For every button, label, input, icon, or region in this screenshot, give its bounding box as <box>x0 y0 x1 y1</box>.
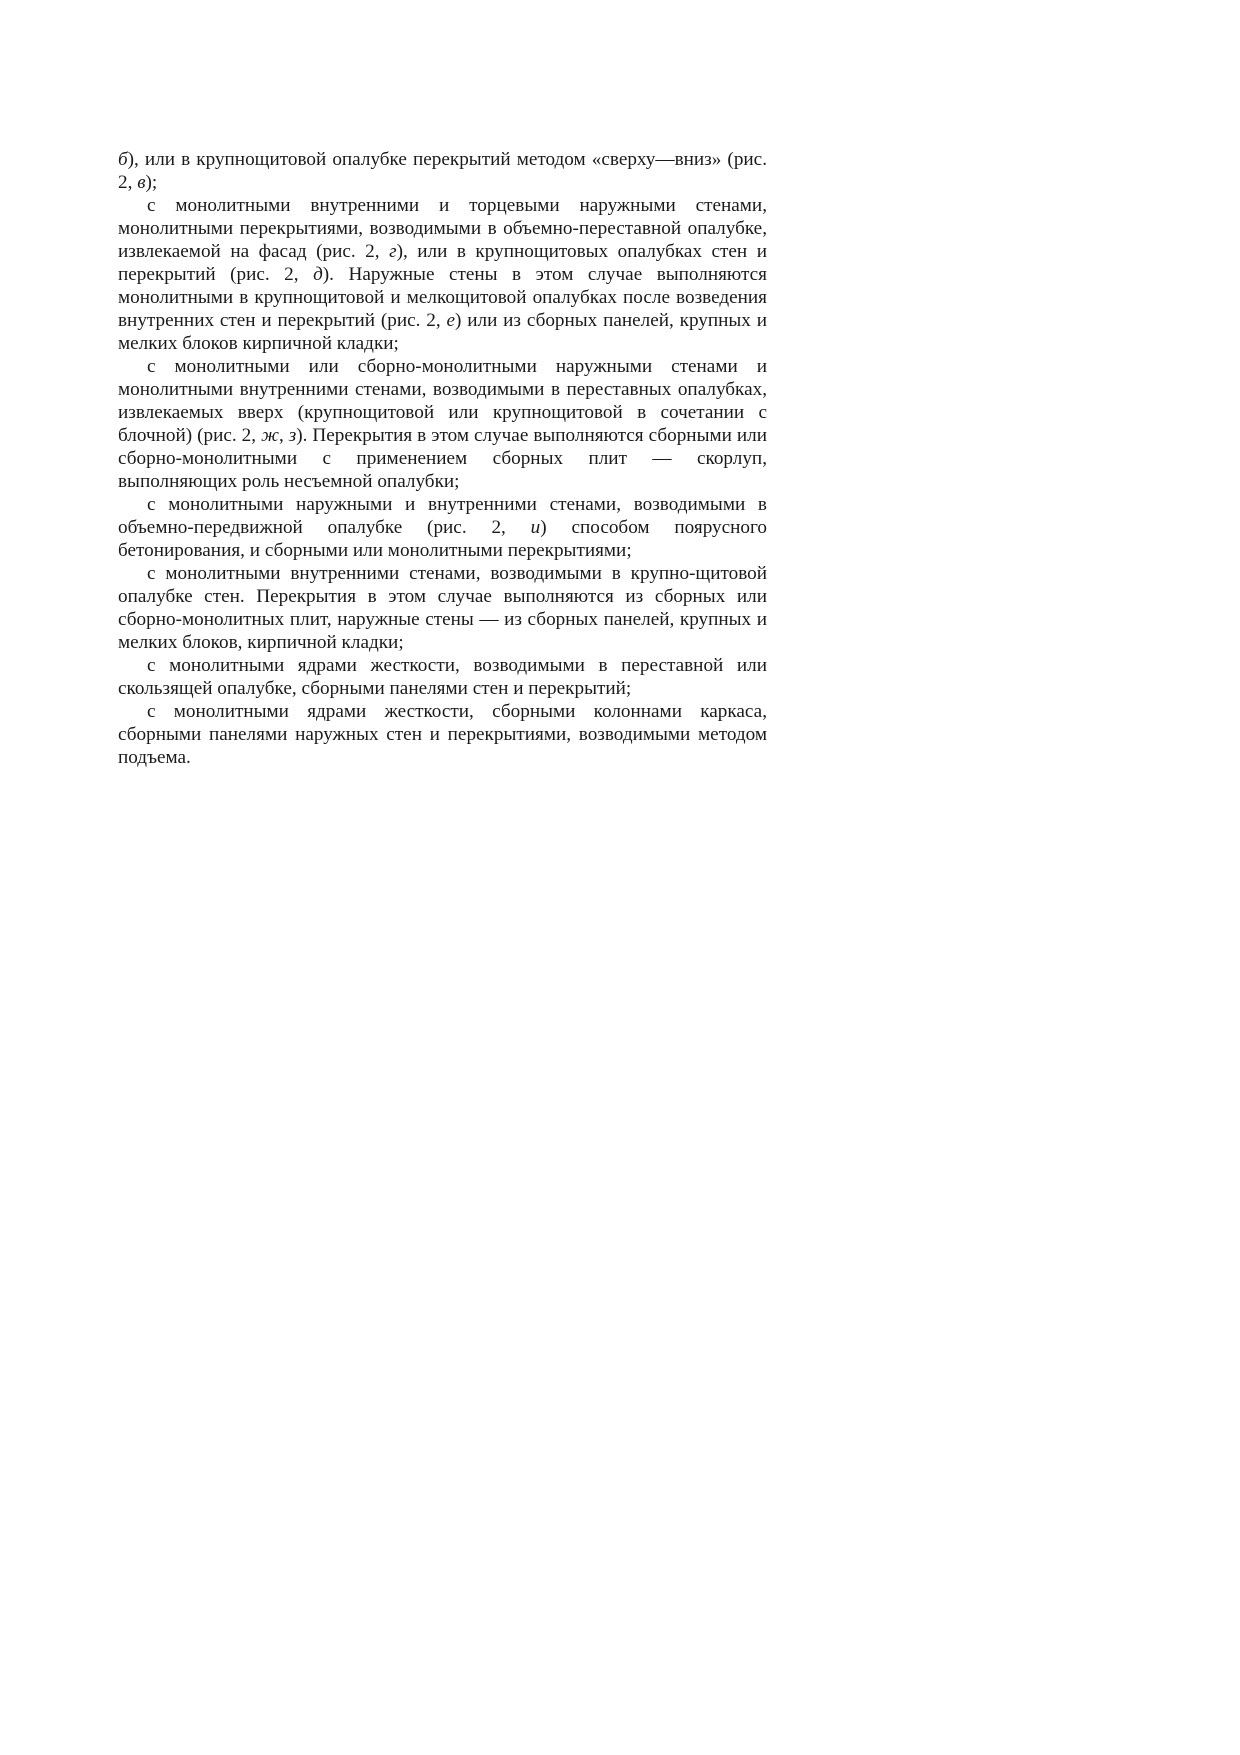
paragraph-3 <box>118 355 767 493</box>
fig-ref-g: г <box>389 241 397 262</box>
fig-ref-e: е <box>446 310 456 331</box>
fig-ref-b: б <box>118 149 128 170</box>
text-run: ). Наружные стены в этом случае выполняются монолитными в крупнощитовой и мелкощитовой опалубках после возведения внутренних стен и перекрытий (рис. 2, <box>118 264 767 331</box>
body-text <box>118 148 767 769</box>
text-run: с монолитными внутренними стенами, возводимыми в крупно-щитовой опалубке стен. Перекрытия в этом случае выполняются из сборных или сборно-монолитных плит, наружные стены — из сборных панелей, крупных и мелких блоков, кирпичной кладки; <box>118 563 767 653</box>
fig-ref-v: в <box>137 172 146 193</box>
paragraph-2 <box>118 194 767 355</box>
text-run: ); <box>145 172 158 193</box>
paragraph-5 <box>118 562 767 654</box>
paragraph-6 <box>118 654 767 700</box>
text-run: ), или в крупнощитовых опалубках стен и перекрытий (рис. 2, <box>118 241 767 285</box>
text-run: с монолитными внутренними и торцевыми наружными стенами, монолитными перекрытиями, возводимыми в объемно-переставной опалубке, извлекаемой на фасад (рис. 2, <box>118 195 767 262</box>
text-run: ) или из сборных панелей, крупных и мелких блоков кирпичной кладки; <box>118 310 767 354</box>
fig-ref-i: и <box>530 517 541 538</box>
text-run: с монолитными ядрами жесткости, сборными колоннами каркаса, сборными панелями наружных стен и перекрытиями, возводимыми методом подъема. <box>118 701 767 768</box>
text-run: с монолитными ядрами жесткости, возводимыми в переставной или скользящей опалубке, сборными панелями стен и перекрытий; <box>118 655 767 699</box>
paragraph-4 <box>118 493 767 562</box>
text-run: с монолитными наружными и внутренними стенами, возводимыми в объемно-передвижной опалубке (рис. 2, <box>118 494 767 538</box>
text-run: ), или в крупнощитовой опалубке перекрытий методом «сверху—вниз» (рис. 2, <box>118 149 767 193</box>
text-run: ). Перекрытия в этом случае выполняются сборными или сборно-монолитными с применением сборных плит — скорлуп, выполняющих роль несъемной опалубки; <box>118 425 767 492</box>
paragraph-7 <box>118 700 767 769</box>
paragraph-1 <box>118 148 767 194</box>
text-run: ) способом поярусного бетонирования, и сборными или монолитными перекрытиями; <box>118 517 767 561</box>
fig-ref-d: д <box>313 264 323 285</box>
fig-ref-z: з <box>288 425 297 446</box>
text-run: , <box>278 425 289 446</box>
text-run: с монолитными или сборно-монолитными наружными стенами и монолитными внутренними стенами, возводимыми в переставных опалубках, извлекаемых вверх (крупнощитовой или крупнощитовой в сочетании с блочной) (рис. 2, <box>118 356 767 446</box>
fig-ref-zh: ж <box>261 425 279 446</box>
